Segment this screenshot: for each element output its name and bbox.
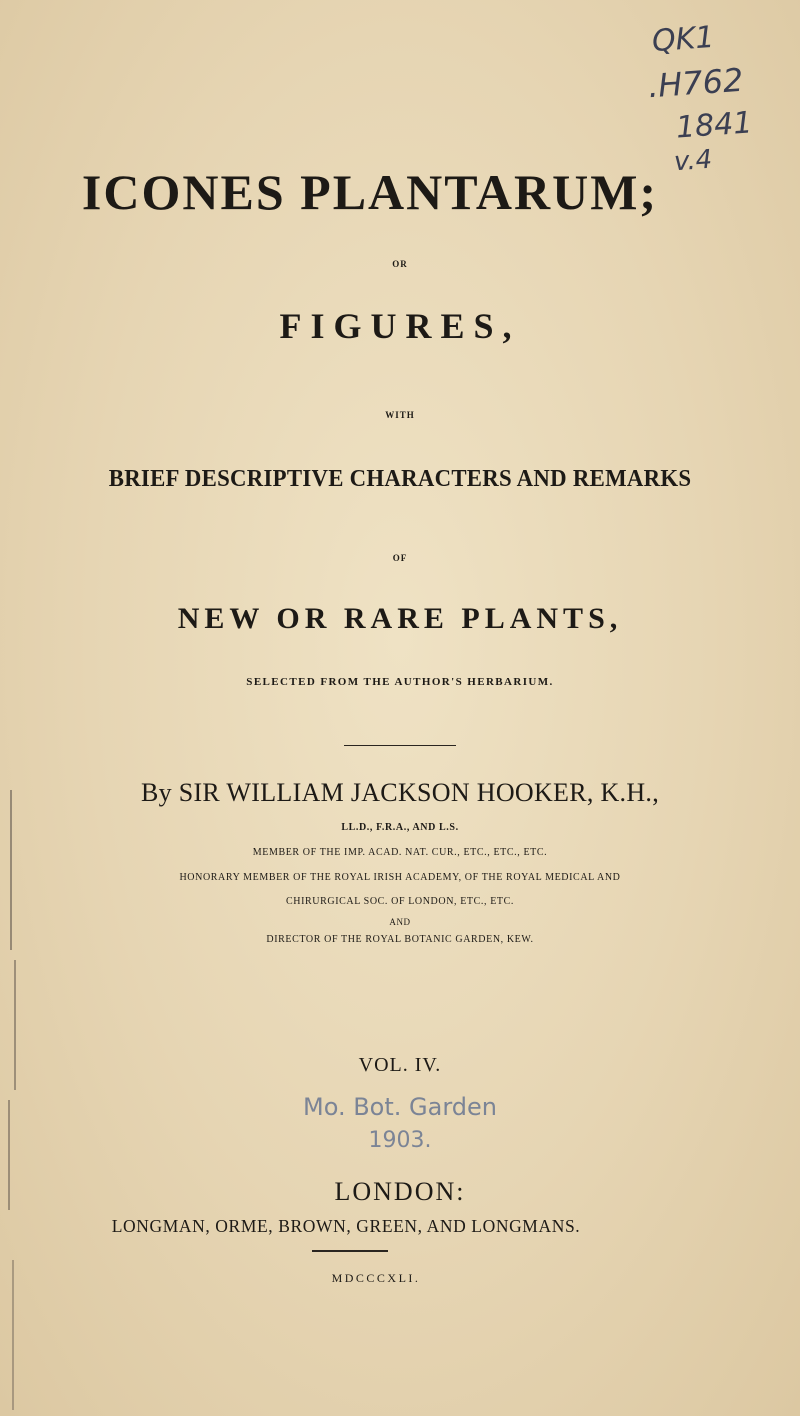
connector-with: WITH [385, 410, 415, 420]
author-byline: By SIR WILLIAM JACKSON HOOKER, K.H., [140, 778, 660, 807]
book-title: ICONES PLANTARUM; [81, 164, 659, 220]
imprint-publisher: LONGMAN, ORME, BROWN, GREEN, AND LONGMANS. [111, 1216, 581, 1236]
subtitle-new-rare-plants: NEW OR RARE PLANTS, [177, 602, 623, 635]
divider-rule-bottom [312, 1250, 388, 1252]
author-and: AND [389, 917, 411, 927]
handwritten-call-number-line3: 1841 [674, 105, 754, 146]
imprint-city: LONDON: [334, 1177, 466, 1206]
binding-edge-mark [10, 790, 12, 950]
author-honorary-membership: HONORARY MEMBER OF THE ROYAL IRISH ACADEMY, OF THE ROYAL MEDICAL AND [179, 872, 621, 883]
subtitle-brief-characters: BRIEF DESCRIPTIVE CHARACTERS AND REMARKS [108, 465, 692, 492]
author-director: DIRECTOR OF THE ROYAL BOTANIC GARDEN, KEW. [266, 934, 534, 945]
subtitle-figures: FIGURES, [279, 306, 521, 346]
volume-number: VOL. IV. [358, 1054, 442, 1076]
connector-or: OR [392, 259, 408, 269]
library-stamp-year: 1903. [368, 1128, 432, 1153]
connector-of: OF [392, 553, 408, 563]
binding-edge-mark [8, 1100, 10, 1210]
binding-edge-mark [12, 1260, 14, 1410]
subtitle-selected-herbarium: SELECTED FROM THE AUTHOR'S HERBARIUM. [246, 676, 554, 688]
handwritten-volume-number: v.4 [673, 144, 714, 178]
divider-rule-top [344, 745, 456, 746]
author-degrees: LL.D., F.R.A., AND L.S. [341, 822, 459, 833]
handwritten-call-number-line2: .H762 [646, 60, 745, 106]
handwritten-call-number-line1: QK1 [650, 19, 716, 60]
author-chirurgical-society: CHIRURGICAL SOC. OF LONDON, ETC., ETC. [286, 896, 514, 907]
library-stamp-name: Mo. Bot. Garden [302, 1093, 497, 1121]
binding-edge-mark [14, 960, 16, 1090]
imprint-year: MDCCCXLI. [331, 1271, 421, 1285]
author-membership: MEMBER OF THE IMP. ACAD. NAT. CUR., ETC., ETC., ETC. [252, 847, 548, 858]
